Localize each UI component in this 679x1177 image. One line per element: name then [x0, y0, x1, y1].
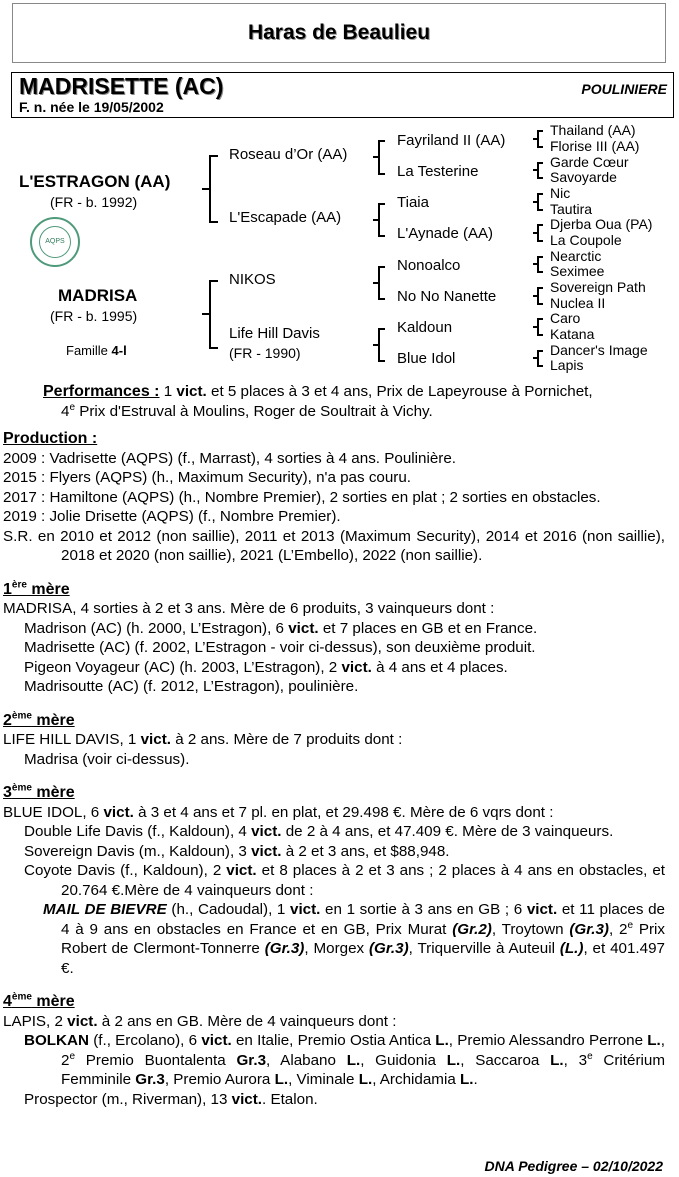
- g4-9: Nearctic: [550, 248, 602, 264]
- sup: e: [587, 1050, 593, 1062]
- b: L.: [460, 1071, 474, 1088]
- b: vict.: [103, 803, 134, 821]
- b: vict.: [231, 1090, 263, 1108]
- t: , et 401.497 €.: [61, 940, 665, 977]
- b: vict.: [251, 823, 282, 840]
- mail-de-bievre-name: MAIL DE BIEVRE: [43, 901, 167, 918]
- production-line-4: 2019 : Jolie Drisette (AQPS) (f., Nombre Premier).: [3, 508, 341, 525]
- b: vict.: [288, 619, 319, 637]
- mere3-num: 3: [3, 784, 12, 801]
- sire-name: L'ESTRAGON (AA): [19, 172, 171, 191]
- b: vict.: [251, 842, 282, 860]
- g4-14: Katana: [550, 326, 595, 342]
- g4-15: Dancer's Image: [550, 342, 648, 358]
- g4-10: Seximee: [550, 263, 605, 279]
- g3-6: No No Nanette: [397, 288, 497, 305]
- b: vict.: [201, 1032, 232, 1049]
- dam-info: (FR - b. 1995): [50, 308, 138, 324]
- family-value: 4-l: [111, 343, 127, 358]
- t: Prix Robert de Clermont-Tonnerre: [61, 920, 666, 957]
- t: , Saccaroa: [460, 1051, 551, 1069]
- g4-6: Tautira: [550, 201, 593, 217]
- mere4-heading: [3, 992, 665, 1012]
- perf-bold-1: vict.: [176, 383, 207, 400]
- production-line-5: S.R. en 2010 et 2012 (non saillie), 2011 et 2013 (Maximum Security), 2014 et 2016 (non saillie), 2018 et 2020 (non saillie), 2021 (L’Embello), 2022 (non saillie).: [3, 527, 665, 564]
- g4-11: Sovereign Path: [550, 279, 646, 295]
- t: , Troytown: [491, 920, 570, 938]
- document-body: [3, 382, 665, 1109]
- b: vict.: [140, 731, 171, 748]
- t: en Italie, Premio Ostia Antica: [231, 1032, 436, 1049]
- b: Gr.3: [135, 1071, 165, 1088]
- mere1-num: 1: [3, 580, 12, 598]
- g2-4: Life Hill Davis: [229, 325, 320, 342]
- t: , Alabano: [266, 1051, 347, 1069]
- g4-4: Savoyarde: [550, 169, 617, 185]
- t: Pigeon Voyageur (AC) (h. 2003, L’Estragon), 2: [24, 658, 342, 676]
- b: vict.: [226, 862, 257, 879]
- t: LIFE HILL DAVIS, 1: [3, 731, 141, 748]
- b: L.: [647, 1032, 661, 1049]
- horse-category: POULINIERE: [581, 81, 667, 97]
- mere2-word: mère: [31, 711, 75, 729]
- mere3-word: mère: [31, 784, 75, 801]
- mere1-heading: [3, 580, 665, 600]
- sup: e: [69, 1050, 76, 1062]
- bi: (Gr.3): [569, 920, 609, 938]
- b: L.: [435, 1032, 449, 1049]
- mere4-num: 4: [3, 993, 12, 1010]
- g4-16: Lapis: [550, 357, 584, 373]
- production-heading: Production :: [3, 430, 98, 447]
- perf-text-1: 1: [159, 383, 177, 400]
- mere4-word: mère: [31, 993, 75, 1010]
- mere2-line-1: Madrisa (voir ci-dessus).: [24, 750, 190, 768]
- t: , Premio Alessandro Perrone: [448, 1032, 648, 1049]
- t: . Etalon.: [262, 1090, 318, 1108]
- pedigree-braces: [0, 0, 679, 380]
- g3-2: La Testerine: [397, 163, 479, 180]
- bi: (Gr.2): [452, 920, 492, 938]
- perf-text-2: et 5 places à 3 et 4 ans, Prix de Lapeyrouse à Pornichet,: [206, 383, 593, 400]
- bi: (L.): [559, 940, 584, 957]
- perf-text-4: Prix d'Estruval à Moulins, Roger de Soultrait à Vichy.: [75, 402, 433, 420]
- t: à 3 et 4 ans et 7 pl. en plat, et 29.498 €. Mère de 6 vqrs dont :: [133, 803, 554, 821]
- mere1-line-1: [3, 619, 665, 639]
- aqps-logo-text: AQPS: [39, 226, 71, 258]
- b: vict.: [341, 658, 372, 676]
- t: Double Life Davis (f., Kaldoun), 4: [24, 823, 252, 840]
- t: Sovereign Davis (m., Kaldoun), 3: [24, 842, 252, 860]
- b: vict.: [290, 901, 321, 918]
- perf-sup: e: [69, 401, 76, 413]
- performances-heading: Performances :: [43, 383, 160, 400]
- mere2-heading: [3, 711, 665, 731]
- mere3-line-1: [3, 822, 665, 842]
- g3-5: Nonoalco: [397, 257, 461, 274]
- mere1-sup: ère: [11, 579, 27, 591]
- mere2-num: 2: [3, 711, 12, 729]
- mere3-line-3: [3, 861, 665, 900]
- t: Premio Buontalenta: [75, 1051, 237, 1069]
- spacer: [3, 697, 665, 711]
- t: à 2 ans en GB. Mère de 4 vainqueurs dont :: [97, 1012, 397, 1030]
- t: à 2 ans. Mère de 7 produits dont :: [170, 731, 403, 748]
- b: vict.: [67, 1012, 98, 1030]
- g4-2: Florise III (AA): [550, 138, 640, 154]
- production-line-3: 2017 : Hamiltone (AQPS) (h., Nombre Premier), 2 sorties en plat ; 2 sorties en obstacles.: [3, 488, 601, 506]
- mere4-line-2: [3, 1090, 665, 1110]
- g3-8: Blue Idol: [397, 350, 456, 367]
- mere1-intro: MADRISA, 4 sorties à 2 et 3 ans. Mère de 6 produits, 3 vainqueurs dont :: [3, 600, 495, 617]
- t: (h., Cadoudal), 1: [166, 901, 291, 918]
- bi: (Gr.3): [264, 940, 305, 957]
- sup: e: [627, 919, 634, 931]
- g3-1: Fayriland II (AA): [397, 132, 506, 149]
- t: .: [473, 1071, 478, 1088]
- mere4-intro: [3, 1012, 665, 1032]
- footer-credit: DNA Pedigree – 02/10/2022: [484, 1158, 663, 1174]
- t: Prospector (m., Riverman), 13: [24, 1090, 232, 1108]
- spacer: [3, 421, 665, 429]
- b: L.: [446, 1051, 461, 1069]
- g2-4-info: (FR - 1990): [229, 345, 301, 361]
- t: à 4 ans et 4 places.: [371, 658, 508, 676]
- t: Madrison (AC) (h. 2000, L’Estragon), 6: [24, 619, 289, 637]
- t: , 2: [61, 1032, 665, 1069]
- t: et 11 places de 4 à 9 ans en obstacles en France et en GB, Prix Murat: [61, 901, 665, 938]
- t: , Guidonia: [360, 1051, 447, 1069]
- production-line-2: 2015 : Flyers (AQPS) (h., Maximum Security), n'a pas couru.: [3, 469, 412, 486]
- header-title: Haras de Beaulieu: [247, 21, 431, 44]
- spacer: [3, 566, 665, 580]
- t: , Archidamia: [372, 1071, 460, 1088]
- mere3-intro: [3, 803, 665, 823]
- g4-13: Caro: [550, 310, 581, 326]
- spacer: [3, 769, 665, 783]
- mere2-intro: [3, 730, 665, 750]
- b: vict.: [526, 901, 558, 918]
- b: Gr.3: [236, 1051, 267, 1069]
- sire-info: (FR - b. 1992): [50, 194, 138, 210]
- t: , 3: [563, 1051, 588, 1069]
- t: à 2 et 3 ans, et $88,948.: [281, 842, 450, 860]
- performances-paragraph: [3, 382, 665, 421]
- t: , Triquerville à Auteuil: [408, 940, 560, 957]
- t: LAPIS, 2: [3, 1012, 68, 1030]
- spacer: [3, 978, 665, 992]
- mere3-line-4: [3, 900, 665, 978]
- t: BLUE IDOL, 6: [3, 803, 104, 821]
- t: (f., Ercolano), 6: [88, 1032, 202, 1049]
- g4-3: Garde Cœur: [550, 154, 629, 170]
- production-line-1: 2009 : Vadrisette (AQPS) (f., Marrast), 4 sorties à 4 ans. Poulinière.: [3, 449, 456, 467]
- horse-subtitle: F. n. née le 19/05/2002: [19, 99, 164, 115]
- t: Critérium Femminile: [61, 1051, 665, 1088]
- mere1-line-2: Madrisette (AC) (f. 2002, L’Estragon - voir ci-dessus), son deuxième produit.: [24, 639, 536, 656]
- t: et 8 places à 2 et 3 ans ; 2 places à 4 ans en obstacles, et 20.764 €.Mère de 4 vainqueurs dont :: [61, 862, 665, 899]
- g3-3: Tiaia: [397, 194, 429, 211]
- mere3-line-2: [3, 842, 665, 862]
- mere3-heading: [3, 783, 665, 803]
- t: , Premio Aurora: [164, 1071, 275, 1088]
- mere1-word: mère: [26, 580, 70, 598]
- g2-2: L'Escapade (AA): [229, 209, 342, 226]
- horse-name: MADRISETTE (AC): [19, 73, 224, 99]
- b: L.: [550, 1051, 564, 1069]
- g4-1: Thailand (AA): [550, 122, 636, 138]
- g3-4: L'Aynade (AA): [397, 225, 493, 242]
- family-label: Famille: [66, 343, 112, 358]
- mere1-line-3: [3, 658, 665, 678]
- t: et 7 places en GB et en France.: [318, 619, 538, 637]
- t: , 2: [609, 920, 628, 938]
- mere2-sup: ème: [11, 710, 32, 722]
- mere4-line-1: [3, 1031, 665, 1090]
- perf-text-3: 4: [61, 402, 70, 420]
- t: en 1 sortie à 3 ans en GB ; 6: [320, 901, 527, 918]
- mere4-sup: ème: [11, 991, 32, 1003]
- t: , Morgex: [304, 940, 369, 957]
- mere1-line-4: Madrisoutte (AC) (f. 2012, L’Estragon), poulinière.: [24, 678, 359, 695]
- production-heading-line: [3, 429, 665, 449]
- mere3-sup: ème: [11, 782, 32, 794]
- t: Coyote Davis (f., Kaldoun), 2: [24, 862, 227, 879]
- g4-12: Nuclea II: [550, 295, 606, 311]
- b: L.: [358, 1071, 373, 1088]
- g2-1: Roseau d’Or (AA): [229, 146, 348, 163]
- t: , Viminale: [288, 1071, 359, 1088]
- t: de 2 à 4 ans, et 47.409 €. Mère de 3 vainqueurs.: [281, 823, 614, 840]
- g2-3: NIKOS: [229, 271, 276, 288]
- g4-5: Nic: [550, 185, 571, 201]
- bi: (Gr.3): [368, 940, 409, 957]
- g4-7: Djerba Oua (PA): [550, 216, 653, 232]
- bolkan-name: BOLKAN: [24, 1032, 89, 1049]
- g4-8: La Coupole: [550, 232, 622, 248]
- b: L.: [346, 1051, 361, 1069]
- b: L.: [274, 1071, 289, 1088]
- dam-name: MADRISA: [58, 286, 138, 305]
- g3-7: Kaldoun: [397, 319, 453, 336]
